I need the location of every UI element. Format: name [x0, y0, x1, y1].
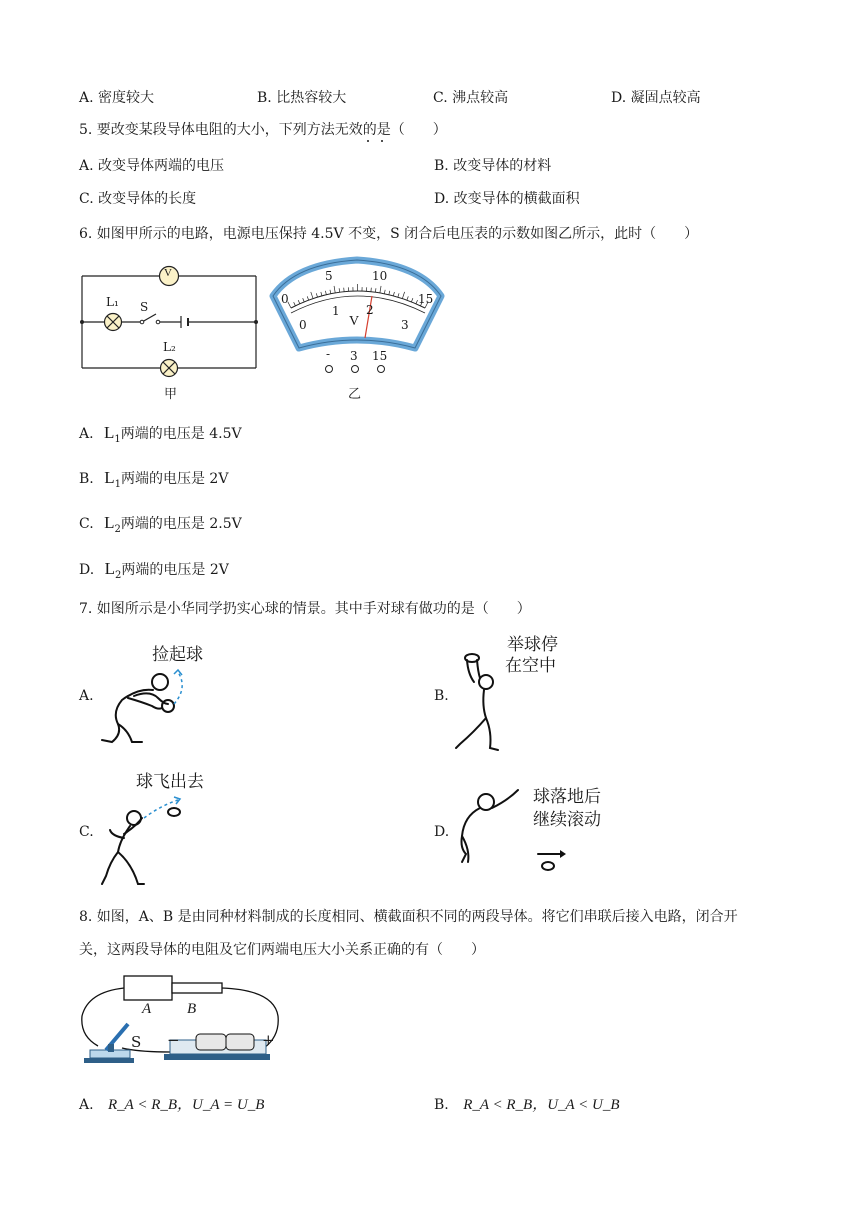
- stick-figure-pick-up-ball: [98, 668, 198, 746]
- circuit-diagram-jia: [78, 262, 268, 400]
- terminal-15: 15: [372, 349, 388, 363]
- option-letter: A.: [79, 426, 94, 442]
- dial-upper-tick-0: 0: [281, 292, 289, 306]
- stick-figure-throw-ball: [96, 796, 196, 888]
- q5-stem: 5. 要改变某段导体电阻的大小，下列方法无效的是（ ）: [79, 122, 447, 138]
- q6-option-b: [79, 468, 228, 495]
- terminal-3: 3: [350, 349, 358, 363]
- q7-b-label-line2: 在空中: [505, 656, 556, 676]
- emphasis-dot: [381, 140, 383, 142]
- conductor-a-label: A: [142, 1001, 152, 1017]
- q4-option-a: A. 密度较大: [79, 90, 155, 106]
- q7-option-a-letter: A.: [79, 688, 94, 704]
- q5-option-d: D. 改变导体的横截面积: [434, 191, 580, 207]
- dial-lower-tick-2: 2: [366, 303, 374, 317]
- option-formula: R_A < R_B，U_A = U_B: [108, 1097, 265, 1113]
- lamp-symbol: L: [104, 423, 115, 442]
- battery-plus-label: +: [262, 1031, 275, 1049]
- q7-option-c-letter: C.: [79, 824, 94, 840]
- q8-option-b: [434, 1095, 620, 1115]
- q6-option-c: [79, 513, 242, 540]
- conductor-b-label: B: [187, 1001, 197, 1017]
- dial-lower-tick-1: 1: [332, 304, 340, 318]
- voltmeter-symbol: V: [164, 267, 172, 279]
- q6-option-a: [79, 423, 242, 450]
- q4-option-c: C. 沸点较高: [433, 90, 509, 106]
- switch-label: S: [140, 300, 149, 314]
- option-text: 两端的电压是 2V: [120, 471, 229, 487]
- lamp-symbol: L: [104, 468, 115, 487]
- dial-upper-tick-10: 10: [372, 269, 388, 283]
- q7-d-label-line1: 球落地后: [533, 787, 601, 807]
- lamp-subscript: 2: [114, 523, 121, 535]
- figure-caption-yi: 乙: [348, 387, 362, 402]
- option-letter: B.: [79, 471, 94, 487]
- lamp-subscript: 2: [115, 569, 122, 581]
- q8-stem-line2: 关，这两段导体的电阻及它们两端电压大小关系正确的有（ ）: [79, 942, 485, 958]
- lamp-l2-label: L₂: [163, 340, 176, 354]
- q7-stem: 7. 如图所示是小华同学扔实心球的情景。其中手对球有做功的是（ ）: [79, 601, 531, 617]
- switch-s-label: S: [131, 1033, 142, 1051]
- q5-option-c: C. 改变导体的长度: [79, 191, 197, 207]
- q5-option-a: A. 改变导体两端的电压: [79, 158, 225, 174]
- q7-c-label: 球飞出去: [136, 772, 204, 792]
- stick-figure-ball-rolling: [452, 788, 572, 874]
- lamp-symbol: L: [104, 559, 116, 578]
- q6-stem: 6. 如图甲所示的电路，电源电压保持 4.5V 不变，S 闭合后电压表的示数如图乙所示，此时（ ）: [79, 226, 699, 242]
- lamp-symbol: L: [104, 513, 115, 532]
- dial-unit: V: [349, 314, 360, 329]
- dial-lower-tick-3: 3: [401, 318, 409, 332]
- dial-upper-tick-5: 5: [325, 269, 333, 283]
- dial-lower-tick-0: 0: [299, 318, 307, 332]
- q5-option-b: B. 改变导体的材料: [434, 158, 552, 174]
- option-formula: R_A < R_B，U_A < U_B: [463, 1097, 620, 1113]
- q7-option-b-letter: B.: [434, 688, 449, 704]
- option-text: 两端的电压是 4.5V: [120, 426, 242, 442]
- option-text: 两端的电压是 2.5V: [120, 516, 242, 532]
- option-text: 两端的电压是 2V: [121, 562, 229, 578]
- dial-upper-tick-15: 15: [418, 292, 434, 306]
- figure-caption-jia: 甲: [164, 387, 178, 402]
- option-letter: A.: [79, 1097, 94, 1113]
- circuit-diagram-conductors: [78, 970, 288, 1070]
- option-letter: D.: [79, 562, 95, 578]
- q7-d-label-line2: 继续滚动: [533, 810, 601, 830]
- lamp-l1-label: L₁: [106, 295, 119, 309]
- lamp-subscript: 1: [114, 433, 121, 445]
- q7-option-d-letter: D.: [434, 824, 450, 840]
- q4-option-d: D. 凝固点较高: [611, 90, 701, 106]
- q7-a-label: 捡起球: [152, 645, 203, 665]
- terminal-negative: -: [326, 347, 331, 361]
- battery-minus-label: −: [167, 1031, 180, 1049]
- q8-stem-line1: 8. 如图，A、B 是由同种材料制成的长度相同、横截面积不同的两段导体。将它们串联后接入电路，闭合开: [79, 909, 738, 925]
- lamp-subscript: 1: [114, 478, 121, 490]
- q6-option-d: [79, 559, 229, 586]
- voltmeter-dial-yi: [265, 252, 455, 378]
- q4-option-b: B. 比热容较大: [257, 90, 347, 106]
- q8-option-a: [79, 1095, 264, 1115]
- option-letter: B.: [434, 1097, 449, 1113]
- emphasis-dot: [367, 140, 369, 142]
- stick-figure-hold-ball: [452, 648, 512, 752]
- q7-b-label-line1: 举球停: [507, 635, 558, 655]
- option-letter: C.: [79, 516, 94, 532]
